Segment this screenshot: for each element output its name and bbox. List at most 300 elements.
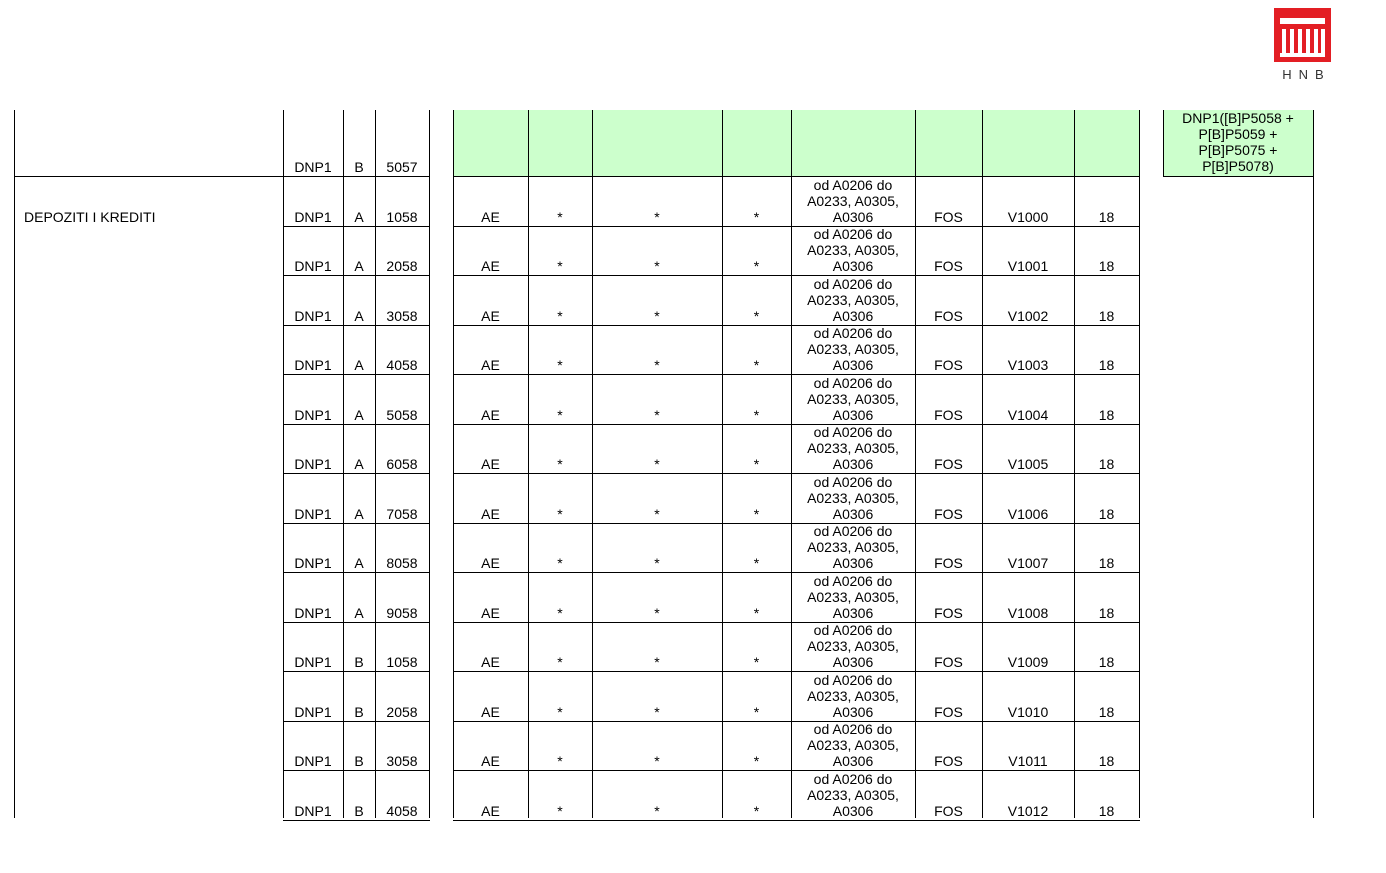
row-star-cell-text: * — [753, 605, 760, 621]
row-ae-cell-text: AE — [481, 308, 500, 324]
row-star-cell-text: * — [654, 258, 660, 274]
header-code-cell — [283, 110, 343, 175]
row-fos-cell — [915, 374, 982, 423]
row-ae-cell-text: AE — [481, 654, 500, 670]
row-star-cell-text: * — [654, 753, 660, 769]
row-star-cell-text: * — [557, 555, 563, 571]
row-num-cell — [1074, 424, 1139, 472]
row-v-cell — [982, 424, 1074, 472]
row-code-cell — [283, 770, 343, 819]
row-star-cell — [528, 275, 592, 324]
row-number-cell-text: 1058 — [386, 654, 418, 670]
row-code-cell-text: DNP1 — [294, 555, 332, 571]
row-ae-cell — [453, 176, 528, 225]
row-range-cell-line: od A0206 do — [813, 771, 893, 787]
row-range-cell-line: A0233, A0305, — [807, 292, 899, 308]
row-v-cell — [982, 572, 1074, 621]
row-star-cell — [592, 671, 722, 720]
row-ae-cell — [453, 226, 528, 274]
row-num-cell-text: 18 — [1098, 308, 1115, 324]
row-star-cell-text: * — [753, 357, 760, 373]
row-section-cell-text: B — [354, 803, 364, 819]
row-star-cell — [722, 721, 791, 769]
row-section-cell-text: A — [354, 308, 364, 324]
row-section-cell — [343, 671, 375, 720]
row-range-cell-line: A0306 — [832, 506, 874, 522]
row-fos-cell — [915, 622, 982, 670]
row-v-cell — [982, 721, 1074, 769]
row-number-cell — [375, 721, 429, 769]
row-v-cell-text: V1002 — [1007, 308, 1049, 324]
row-ae-cell-text: AE — [481, 456, 500, 472]
row-section-cell — [343, 424, 375, 472]
row-v-cell-text: V1003 — [1007, 357, 1049, 373]
row-range-cell-line: od A0206 do — [813, 226, 893, 242]
row-fos-cell — [915, 770, 982, 819]
row-fos-cell — [915, 226, 982, 274]
row-fos-cell — [915, 275, 982, 324]
row-star-cell — [722, 622, 791, 670]
row-star-cell — [592, 473, 722, 522]
row-star-cell-text: * — [753, 308, 760, 324]
row-code-cell — [283, 176, 343, 225]
row-star-cell — [592, 523, 722, 571]
row-range-cell-line: A0233, A0305, — [807, 688, 899, 704]
row-v-cell-text: V1006 — [1007, 506, 1049, 522]
row-num-cell-text: 18 — [1098, 654, 1115, 670]
row-number-cell — [375, 473, 429, 522]
row-code-cell — [283, 226, 343, 274]
row-star-cell-text: * — [557, 308, 563, 324]
row-num-cell-text: 18 — [1098, 555, 1115, 571]
row-range-cell — [791, 374, 915, 423]
row-num-cell-text: 18 — [1098, 803, 1115, 819]
row-star-cell — [722, 770, 791, 819]
row-star-cell — [528, 622, 592, 670]
row-star-cell-text: * — [753, 654, 760, 670]
row-range-cell — [791, 770, 915, 819]
row-section-cell-text: A — [354, 407, 364, 423]
row-star-cell-text: * — [557, 407, 563, 423]
row-range-cell — [791, 424, 915, 472]
row-star-cell — [592, 275, 722, 324]
row-range-cell-line: od A0206 do — [813, 375, 893, 391]
row-ae-cell-text: AE — [481, 407, 500, 423]
row-fos-cell-text: FOS — [934, 803, 963, 819]
table-left-border — [14, 110, 15, 818]
row-star-cell-text: * — [557, 209, 563, 225]
row-fos-cell-text: FOS — [934, 555, 963, 571]
row-range-cell-line: od A0206 do — [813, 672, 893, 688]
row-code-cell-text: DNP1 — [294, 506, 332, 522]
row-ae-cell — [453, 473, 528, 522]
row-range-cell — [791, 473, 915, 522]
row-ae-cell-text: AE — [481, 753, 500, 769]
row-ae-cell — [453, 374, 528, 423]
row-range-cell-line: A0233, A0305, — [807, 737, 899, 753]
row-star-cell — [592, 374, 722, 423]
row-range-cell-line: A0233, A0305, — [807, 539, 899, 555]
row-range-cell — [791, 325, 915, 373]
row-v-cell — [982, 275, 1074, 324]
row-range-cell — [791, 275, 915, 324]
row-star-cell — [528, 671, 592, 720]
row-code-cell — [283, 325, 343, 373]
row-range-cell — [791, 721, 915, 769]
row-star-cell — [528, 721, 592, 769]
row-star-cell-text: * — [557, 506, 563, 522]
row-num-cell-text: 18 — [1098, 456, 1115, 472]
row-section-cell — [343, 523, 375, 571]
row-code-cell — [283, 275, 343, 324]
row-fos-cell-text: FOS — [934, 308, 963, 324]
row-range-cell-line: A0306 — [832, 308, 874, 324]
row-range-cell — [791, 622, 915, 670]
row-section-cell-text: B — [354, 704, 364, 720]
row-range-cell-line: od A0206 do — [813, 622, 893, 638]
row-section-cell — [343, 275, 375, 324]
row-range-cell — [791, 176, 915, 225]
row-range-cell-line: A0233, A0305, — [807, 490, 899, 506]
row-code-cell-text: DNP1 — [294, 308, 332, 324]
row-number-cell — [375, 770, 429, 819]
row-num-cell — [1074, 226, 1139, 274]
row-range-cell-line: A0233, A0305, — [807, 589, 899, 605]
row-number-cell — [375, 226, 429, 274]
row-code-cell-text: DNP1 — [294, 407, 332, 423]
row-star-cell-text: * — [753, 803, 760, 819]
row-num-cell-text: 18 — [1098, 506, 1115, 522]
row-v-cell-text: V1012 — [1007, 803, 1049, 819]
row-num-cell — [1074, 622, 1139, 670]
row-range-cell-line: od A0206 do — [813, 177, 893, 193]
row-section-cell-text: B — [354, 654, 364, 670]
formula-line: P[B]P5075 + — [1198, 142, 1278, 158]
row-fos-cell — [915, 176, 982, 225]
row-num-cell-text: 18 — [1098, 407, 1115, 423]
row-star-cell-text: * — [654, 407, 660, 423]
formula-line: P[B]P5059 + — [1198, 126, 1278, 142]
row-star-cell — [528, 473, 592, 522]
row-star-cell — [528, 572, 592, 621]
row-range-cell-line: A0233, A0305, — [807, 787, 899, 803]
row-fos-cell-text: FOS — [934, 506, 963, 522]
row-range-cell — [791, 226, 915, 274]
row-num-cell — [1074, 275, 1139, 324]
row-v-cell — [982, 473, 1074, 522]
row-star-cell-text: * — [753, 407, 760, 423]
row-star-cell — [722, 176, 791, 225]
row-code-cell-text: DNP1 — [294, 803, 332, 819]
row-v-cell — [982, 671, 1074, 720]
row-fos-cell-text: FOS — [934, 209, 963, 225]
row-star-cell — [722, 572, 791, 621]
formula-cell — [1163, 110, 1313, 176]
row-ae-cell — [453, 275, 528, 324]
row-code-cell-text: DNP1 — [294, 357, 332, 373]
row-num-cell-text: 18 — [1098, 209, 1115, 225]
row-number-cell — [375, 325, 429, 373]
row-num-cell — [1074, 572, 1139, 621]
row-ae-cell-text: AE — [481, 555, 500, 571]
group-label — [24, 176, 279, 225]
row-number-cell-text: 8058 — [386, 555, 418, 571]
row-number-cell — [375, 622, 429, 670]
row-range-cell-line: od A0206 do — [813, 721, 893, 737]
row-range-cell-line: A0306 — [832, 456, 874, 472]
row-star-cell — [592, 770, 722, 819]
row-star-cell-text: * — [753, 506, 760, 522]
row-code-cell-text: DNP1 — [294, 605, 332, 621]
row-star-cell-text: * — [753, 555, 760, 571]
row-star-cell — [528, 523, 592, 571]
row-v-cell-text: V1000 — [1007, 209, 1049, 225]
row-range-cell-line: A0306 — [832, 803, 874, 819]
row-fos-cell — [915, 572, 982, 621]
row-code-cell — [283, 374, 343, 423]
row-num-cell — [1074, 176, 1139, 225]
row-ae-cell — [453, 523, 528, 571]
row-code-cell-text: DNP1 — [294, 654, 332, 670]
row-range-cell-line: A0306 — [832, 654, 874, 670]
row-section-cell — [343, 572, 375, 621]
row-ae-cell — [453, 622, 528, 670]
row-section-cell-text: A — [354, 456, 364, 472]
row-section-cell — [343, 226, 375, 274]
row-section-cell — [343, 176, 375, 225]
row-star-cell-text: * — [557, 803, 563, 819]
row-ae-cell-text: AE — [481, 605, 500, 621]
row-star-cell — [528, 374, 592, 423]
row-num-cell — [1074, 473, 1139, 522]
row-number-cell — [375, 424, 429, 472]
row-ae-cell-text: AE — [481, 506, 500, 522]
row-range-cell-line: A0306 — [832, 704, 874, 720]
row-range-cell-line: A0233, A0305, — [807, 638, 899, 654]
row-star-cell — [722, 424, 791, 472]
row-v-cell — [982, 622, 1074, 670]
row-number-cell-text: 2058 — [386, 704, 418, 720]
row-section-cell — [343, 325, 375, 373]
row-ae-cell-text: AE — [481, 357, 500, 373]
row-number-cell-text: 4058 — [386, 803, 418, 819]
row-num-cell — [1074, 325, 1139, 373]
row-star-cell-text: * — [557, 753, 563, 769]
row-range-cell-line: A0233, A0305, — [807, 193, 899, 209]
row-range-cell-line: A0306 — [832, 753, 874, 769]
row-fos-cell-text: FOS — [934, 654, 963, 670]
row-section-cell-text: A — [354, 357, 364, 373]
row-star-cell — [592, 721, 722, 769]
row-ae-cell — [453, 325, 528, 373]
row-ae-cell — [453, 572, 528, 621]
row-number-cell — [375, 523, 429, 571]
formula-bottom-border — [1163, 176, 1314, 177]
row-v-cell-text: V1005 — [1007, 456, 1049, 472]
row-star-cell-text: * — [557, 357, 563, 373]
row-star-cell — [592, 325, 722, 373]
logo-text: HNB — [1282, 67, 1331, 82]
row-star-cell-text: * — [753, 704, 760, 720]
row-v-cell-text: V1009 — [1007, 654, 1049, 670]
row-range-cell-line: A0306 — [832, 555, 874, 571]
row-range-cell — [791, 671, 915, 720]
row-star-cell — [592, 176, 722, 225]
row-v-cell-text: V1008 — [1007, 605, 1049, 621]
header-number-cell-text: 5057 — [386, 159, 418, 175]
row-number-cell-text: 4058 — [386, 357, 418, 373]
row-number-cell-text: 2058 — [386, 258, 418, 274]
row-star-cell-text: * — [654, 209, 660, 225]
row-v-cell-text: V1007 — [1007, 555, 1049, 571]
row-star-cell-text: * — [753, 209, 760, 225]
row-star-cell — [592, 622, 722, 670]
header-section-cell-text: B — [354, 159, 364, 175]
row-fos-cell-text: FOS — [934, 704, 963, 720]
row-ae-cell — [453, 721, 528, 769]
row-range-cell-line: od A0206 do — [813, 523, 893, 539]
row-fos-cell — [915, 671, 982, 720]
row-ae-cell-text: AE — [481, 258, 500, 274]
row-ae-cell — [453, 770, 528, 819]
row-v-cell-text: V1011 — [1008, 753, 1048, 769]
logo-mark — [1274, 8, 1331, 62]
row-star-cell-text: * — [654, 803, 660, 819]
row-v-cell — [982, 226, 1074, 274]
row-range-cell-line: A0306 — [832, 357, 874, 373]
row-star-cell — [528, 226, 592, 274]
row-code-cell — [283, 473, 343, 522]
header-code-cell-text: DNP1 — [294, 159, 332, 175]
hnb-logo — [1274, 8, 1332, 86]
row-star-cell — [722, 275, 791, 324]
row-num-cell-text: 18 — [1098, 753, 1115, 769]
row-range-cell — [791, 572, 915, 621]
row-star-cell-text: * — [753, 258, 760, 274]
row-star-cell-text: * — [654, 506, 660, 522]
row-range-cell-line: A0233, A0305, — [807, 341, 899, 357]
row-code-cell — [283, 622, 343, 670]
row-v-cell-text: V1010 — [1007, 704, 1049, 720]
row-fos-cell-text: FOS — [934, 456, 963, 472]
row-range-cell-line: A0306 — [832, 407, 874, 423]
row-number-cell — [375, 176, 429, 225]
row-code-cell-text: DNP1 — [294, 704, 332, 720]
row-star-cell — [528, 770, 592, 819]
grid-vline — [429, 110, 430, 818]
table-right-border — [1313, 110, 1314, 818]
row-section-cell — [343, 770, 375, 819]
grid-vline — [1139, 110, 1140, 818]
row-star-cell-text: * — [654, 308, 660, 324]
row-star-cell-text: * — [654, 654, 660, 670]
row-code-cell — [283, 721, 343, 769]
row-fos-cell — [915, 424, 982, 472]
row-num-cell — [1074, 671, 1139, 720]
row-fos-cell-text: FOS — [934, 407, 963, 423]
row-star-cell-text: * — [557, 456, 563, 472]
row-star-cell-text: * — [654, 456, 660, 472]
row-number-cell-text: 7058 — [386, 506, 418, 522]
row-star-cell — [528, 176, 592, 225]
row-section-cell-text: A — [354, 506, 364, 522]
row-num-cell-text: 18 — [1098, 605, 1115, 621]
row-fos-cell — [915, 523, 982, 571]
row-section-cell-text: A — [354, 209, 364, 225]
row-star-cell-text: * — [753, 753, 760, 769]
row-code-cell-text: DNP1 — [294, 258, 332, 274]
row-star-cell — [722, 473, 791, 522]
row-star-cell-text: * — [654, 555, 660, 571]
row-number-cell-text: 5058 — [386, 407, 418, 423]
row-num-cell — [1074, 721, 1139, 769]
row-star-cell — [722, 374, 791, 423]
row-section-cell — [343, 374, 375, 423]
row-section-cell — [343, 473, 375, 522]
header-highlight — [454, 110, 1139, 176]
row-v-cell-text: V1004 — [1007, 407, 1049, 423]
row-fos-cell — [915, 721, 982, 769]
row-star-cell-text: * — [557, 704, 563, 720]
row-star-cell — [528, 325, 592, 373]
row-range-cell-line: A0306 — [832, 209, 874, 225]
row-number-cell-text: 3058 — [386, 753, 418, 769]
row-code-cell-text: DNP1 — [294, 753, 332, 769]
row-code-cell-text: DNP1 — [294, 456, 332, 472]
row-range-cell-line: A0233, A0305, — [807, 440, 899, 456]
row-code-cell — [283, 424, 343, 472]
row-section-cell — [343, 622, 375, 670]
row-section-cell-text: B — [354, 753, 364, 769]
row-section-cell-text: A — [354, 605, 364, 621]
header-number-cell — [375, 110, 429, 175]
row-star-cell — [722, 671, 791, 720]
row-ae-cell-text: AE — [481, 704, 500, 720]
row-section-cell-text: A — [354, 555, 364, 571]
row-range-cell-line: od A0206 do — [813, 424, 893, 440]
row-number-cell — [375, 275, 429, 324]
header-section-cell — [343, 110, 375, 175]
row-star-cell — [722, 325, 791, 373]
row-star-cell-text: * — [753, 456, 760, 472]
row-code-cell — [283, 572, 343, 621]
row-num-cell-text: 18 — [1098, 258, 1115, 274]
row-star-cell — [528, 424, 592, 472]
row-v-cell — [982, 770, 1074, 819]
grid-hline — [283, 820, 430, 821]
formula-line: DNP1([B]P5058 + — [1182, 110, 1294, 126]
row-number-cell-text: 9058 — [386, 605, 418, 621]
row-fos-cell-text: FOS — [934, 753, 963, 769]
row-ae-cell — [453, 424, 528, 472]
row-star-cell-text: * — [557, 258, 563, 274]
row-range-cell-line: od A0206 do — [813, 325, 893, 341]
row-star-cell — [592, 226, 722, 274]
row-star-cell-text: * — [654, 357, 660, 373]
row-star-cell — [592, 424, 722, 472]
row-fos-cell — [915, 473, 982, 522]
row-star-cell — [722, 523, 791, 571]
row-number-cell-text: 3058 — [386, 308, 418, 324]
row-num-cell-text: 18 — [1098, 704, 1115, 720]
row-range-cell-line: od A0206 do — [813, 573, 893, 589]
row-star-cell — [592, 572, 722, 621]
row-number-cell — [375, 572, 429, 621]
row-range-cell-line: od A0206 do — [813, 474, 893, 490]
row-v-cell — [982, 523, 1074, 571]
row-number-cell-text: 6058 — [386, 456, 418, 472]
row-ae-cell — [453, 671, 528, 720]
